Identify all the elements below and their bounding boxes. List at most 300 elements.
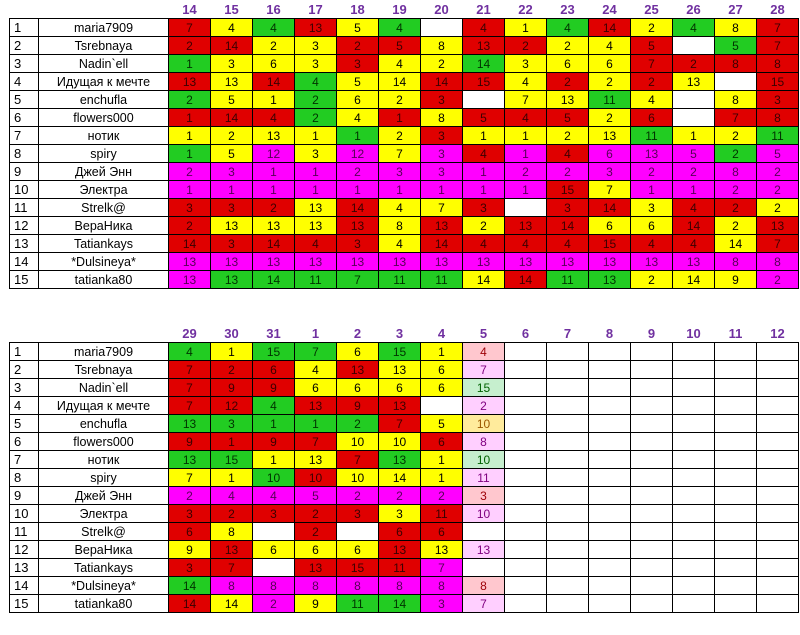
score-cell: 8 [421, 109, 463, 127]
participant-name: Электра [39, 505, 169, 523]
score-cell: 4 [673, 19, 715, 37]
score-cell: 3 [589, 163, 631, 181]
day-header: 2 [353, 325, 362, 341]
day-header: 17 [308, 1, 323, 17]
empty-cell [673, 505, 715, 523]
score-cell: 13 [673, 73, 715, 91]
score-cell [421, 19, 463, 37]
score-cell: 14 [169, 235, 211, 253]
empty-cell [673, 595, 715, 613]
score-cell: 6 [589, 55, 631, 73]
score-cell: 4 [379, 19, 421, 37]
score-cell: 11 [421, 505, 463, 523]
participant-name: Tatiankays [39, 559, 169, 577]
score-cell: 11 [757, 127, 799, 145]
empty-cell [673, 487, 715, 505]
score-cell: 7 [421, 199, 463, 217]
score-cell: 1 [169, 181, 211, 199]
empty-cell [505, 361, 547, 379]
table-row [10, 199, 799, 217]
empty-cell [589, 523, 631, 541]
row-number: 12 [10, 541, 39, 559]
score-cell: 6 [631, 217, 673, 235]
day-header: 23 [560, 1, 575, 17]
score-cell: 2 [379, 91, 421, 109]
row-number: 13 [10, 235, 39, 253]
score-cell: 2 [715, 199, 757, 217]
score-cell: 7 [337, 271, 379, 289]
empty-cell [631, 397, 673, 415]
score-cell: 13 [379, 451, 421, 469]
table-row [10, 127, 799, 145]
score-cell: 6 [589, 217, 631, 235]
score-cell: 13 [211, 541, 253, 559]
day-header: 7 [563, 325, 572, 341]
score-cell: 8 [211, 577, 253, 595]
score-cell: 14 [211, 595, 253, 613]
score-cell: 13 [211, 271, 253, 289]
score-cell: 7 [379, 415, 421, 433]
participant-name: Идущая к мечте [39, 73, 169, 91]
score-cell [463, 523, 505, 541]
participant-name: enchufla [39, 91, 169, 109]
empty-cell [505, 505, 547, 523]
score-cell: 4 [589, 37, 631, 55]
score-cell: 4 [463, 235, 505, 253]
score-cell: 4 [379, 235, 421, 253]
table-row [10, 577, 799, 595]
score-cell: 2 [547, 127, 589, 145]
score-cell: 7 [757, 37, 799, 55]
score-cell: 1 [505, 145, 547, 163]
empty-cell [757, 379, 799, 397]
score-cell: 4 [673, 235, 715, 253]
empty-cell [715, 379, 757, 397]
score-cell: 1 [253, 181, 295, 199]
participant-name: Электра [39, 181, 169, 199]
empty-cell [673, 415, 715, 433]
table-row [10, 37, 799, 55]
empty-cell [589, 541, 631, 559]
table-row [10, 253, 799, 271]
score-cell: 2 [631, 19, 673, 37]
score-cell: 4 [547, 235, 589, 253]
table-row [10, 595, 799, 613]
empty-cell [505, 595, 547, 613]
score-cell: 2 [757, 199, 799, 217]
header-blank-index [10, 325, 39, 343]
score-cell: 4 [505, 73, 547, 91]
empty-cell [547, 433, 589, 451]
table-row [10, 433, 799, 451]
empty-cell [631, 379, 673, 397]
score-cell: 2 [169, 163, 211, 181]
score-cell: 11 [463, 469, 505, 487]
score-cell: 13 [253, 253, 295, 271]
score-cell: 8 [757, 55, 799, 73]
score-cell: 13 [757, 217, 799, 235]
empty-cell [715, 559, 757, 577]
score-cell: 3 [757, 91, 799, 109]
empty-cell [547, 397, 589, 415]
score-cell: 1 [253, 451, 295, 469]
score-cell: 4 [463, 19, 505, 37]
score-cell: 14 [379, 73, 421, 91]
empty-cell [715, 541, 757, 559]
score-cell: 13 [547, 91, 589, 109]
score-cell: 8 [421, 577, 463, 595]
score-cell: 2 [547, 163, 589, 181]
day-header: 14 [182, 1, 197, 17]
row-number: 12 [10, 217, 39, 235]
score-cell: 4 [547, 19, 589, 37]
empty-cell [631, 541, 673, 559]
score-cell: 2 [295, 109, 337, 127]
day-header: 12 [770, 325, 785, 341]
score-cell: 13 [463, 37, 505, 55]
score-cell: 4 [211, 19, 253, 37]
score-cell: 1 [505, 127, 547, 145]
score-cell: 7 [169, 397, 211, 415]
empty-cell [547, 361, 589, 379]
score-cell: 1 [253, 163, 295, 181]
score-cell: 3 [337, 55, 379, 73]
empty-cell [631, 469, 673, 487]
participant-name: spiry [39, 469, 169, 487]
score-cell: 3 [421, 595, 463, 613]
score-cell: 10 [295, 469, 337, 487]
score-cell: 13 [295, 253, 337, 271]
empty-cell [757, 469, 799, 487]
table-row [10, 451, 799, 469]
score-cell: 5 [715, 37, 757, 55]
day-header: 16 [266, 1, 281, 17]
empty-cell [505, 541, 547, 559]
empty-cell [757, 433, 799, 451]
score-cell: 5 [463, 109, 505, 127]
score-cell [253, 559, 295, 577]
empty-cell [757, 523, 799, 541]
score-cell: 6 [421, 361, 463, 379]
score-cell: 13 [295, 19, 337, 37]
score-cell: 2 [715, 217, 757, 235]
day-header: 4 [437, 325, 446, 341]
empty-cell [631, 595, 673, 613]
empty-cell [715, 397, 757, 415]
table-row [10, 361, 799, 379]
empty-cell [589, 343, 631, 361]
header-blank-name [39, 1, 169, 19]
score-cell [337, 523, 379, 541]
score-cell: 2 [379, 487, 421, 505]
day-header: 1 [311, 325, 320, 341]
score-cell: 1 [379, 181, 421, 199]
score-cell: 3 [211, 199, 253, 217]
score-cell [463, 559, 505, 577]
score-cell: 14 [715, 235, 757, 253]
score-cell: 13 [421, 253, 463, 271]
score-cell: 5 [337, 19, 379, 37]
score-cell: 5 [421, 415, 463, 433]
score-cell [673, 37, 715, 55]
score-cell: 3 [337, 235, 379, 253]
score-cell: 2 [757, 271, 799, 289]
empty-cell [547, 523, 589, 541]
row-number: 11 [10, 523, 39, 541]
score-cell: 1 [169, 145, 211, 163]
empty-cell [757, 577, 799, 595]
score-cell: 13 [295, 217, 337, 235]
score-cell: 13 [169, 271, 211, 289]
participant-name: maria7909 [39, 19, 169, 37]
table-row [10, 523, 799, 541]
row-number: 6 [10, 109, 39, 127]
ranking-table-bottom [9, 325, 799, 613]
empty-cell [757, 397, 799, 415]
score-cell: 4 [463, 145, 505, 163]
score-cell: 3 [169, 199, 211, 217]
empty-cell [547, 415, 589, 433]
score-cell: 13 [295, 397, 337, 415]
score-cell: 14 [253, 73, 295, 91]
day-header: 11 [728, 325, 743, 341]
score-cell: 6 [631, 109, 673, 127]
day-header: 6 [521, 325, 530, 341]
score-cell: 11 [379, 559, 421, 577]
participant-name: Strelk@ [39, 199, 169, 217]
score-cell: 9 [295, 595, 337, 613]
score-cell: 12 [253, 145, 295, 163]
empty-cell [505, 397, 547, 415]
score-cell: 3 [379, 505, 421, 523]
score-cell: 5 [757, 145, 799, 163]
score-cell: 9 [211, 379, 253, 397]
score-cell: 14 [547, 217, 589, 235]
score-cell: 8 [757, 109, 799, 127]
score-cell: 2 [757, 163, 799, 181]
score-cell: 13 [169, 73, 211, 91]
score-cell: 11 [295, 271, 337, 289]
score-cell: 10 [463, 451, 505, 469]
score-cell: 14 [211, 109, 253, 127]
score-cell: 3 [211, 235, 253, 253]
score-cell: 1 [337, 181, 379, 199]
empty-cell [757, 505, 799, 523]
day-header: 27 [728, 1, 743, 17]
score-cell: 6 [421, 523, 463, 541]
score-cell: 4 [505, 235, 547, 253]
score-cell: 10 [379, 433, 421, 451]
score-cell: 7 [757, 19, 799, 37]
score-cell: 2 [295, 505, 337, 523]
score-cell: 6 [253, 361, 295, 379]
score-cell: 4 [463, 343, 505, 361]
table-row [10, 145, 799, 163]
score-cell: 6 [589, 145, 631, 163]
score-cell: 3 [547, 199, 589, 217]
empty-cell [715, 505, 757, 523]
table-row [10, 343, 799, 361]
score-cell: 2 [505, 37, 547, 55]
empty-cell [631, 577, 673, 595]
row-number: 1 [10, 343, 39, 361]
empty-cell [631, 361, 673, 379]
empty-cell [673, 577, 715, 595]
participant-name: flowers000 [39, 433, 169, 451]
score-cell: 1 [505, 181, 547, 199]
score-cell: 14 [379, 469, 421, 487]
score-cell: 6 [421, 433, 463, 451]
score-cell: 6 [295, 541, 337, 559]
table-row [10, 19, 799, 37]
score-cell: 7 [169, 469, 211, 487]
score-cell: 13 [337, 217, 379, 235]
score-cell: 2 [211, 361, 253, 379]
score-cell: 13 [631, 145, 673, 163]
score-cell: 10 [337, 469, 379, 487]
score-cell: 13 [169, 415, 211, 433]
empty-cell [505, 523, 547, 541]
score-cell: 7 [505, 91, 547, 109]
score-cell: 3 [505, 55, 547, 73]
score-cell: 9 [169, 541, 211, 559]
participant-name: Nadin`ell [39, 55, 169, 73]
score-cell: 1 [295, 127, 337, 145]
score-cell: 2 [673, 163, 715, 181]
score-cell: 14 [589, 19, 631, 37]
participant-name: нотик [39, 451, 169, 469]
score-cell: 2 [715, 145, 757, 163]
empty-cell [547, 487, 589, 505]
score-cell: 2 [337, 487, 379, 505]
score-cell: 11 [631, 127, 673, 145]
score-cell: 7 [169, 379, 211, 397]
score-cell [673, 91, 715, 109]
score-cell: 2 [505, 163, 547, 181]
score-cell: 14 [337, 199, 379, 217]
score-cell: 13 [211, 217, 253, 235]
day-header: 22 [518, 1, 533, 17]
score-cell: 15 [463, 379, 505, 397]
row-number: 3 [10, 379, 39, 397]
score-cell [253, 523, 295, 541]
score-cell: 10 [463, 415, 505, 433]
empty-cell [631, 451, 673, 469]
score-cell: 13 [379, 397, 421, 415]
score-cell: 5 [379, 37, 421, 55]
score-cell: 1 [379, 109, 421, 127]
table-row [10, 109, 799, 127]
score-cell: 13 [589, 271, 631, 289]
participant-name: Tsrebnaya [39, 37, 169, 55]
score-cell: 1 [463, 163, 505, 181]
empty-cell [757, 451, 799, 469]
score-cell: 1 [673, 181, 715, 199]
score-cell: 4 [211, 487, 253, 505]
score-cell: 5 [547, 109, 589, 127]
score-cell: 8 [337, 577, 379, 595]
empty-cell [589, 379, 631, 397]
score-cell: 2 [463, 217, 505, 235]
score-cell: 11 [379, 271, 421, 289]
table-row [10, 73, 799, 91]
score-cell: 2 [421, 487, 463, 505]
score-cell: 1 [211, 469, 253, 487]
score-cell: 4 [253, 397, 295, 415]
score-cell: 4 [253, 19, 295, 37]
score-cell: 13 [505, 217, 547, 235]
score-cell: 8 [463, 433, 505, 451]
table-row [10, 235, 799, 253]
score-cell: 2 [547, 73, 589, 91]
day-header: 15 [224, 1, 239, 17]
score-cell: 14 [673, 217, 715, 235]
score-cell: 13 [253, 217, 295, 235]
row-number: 2 [10, 37, 39, 55]
participant-name: spiry [39, 145, 169, 163]
day-header: 9 [647, 325, 656, 341]
score-cell: 10 [253, 469, 295, 487]
day-header: 26 [686, 1, 701, 17]
score-cell: 1 [295, 163, 337, 181]
empty-cell [715, 577, 757, 595]
score-cell: 7 [463, 595, 505, 613]
score-cell: 3 [463, 199, 505, 217]
score-cell: 13 [673, 253, 715, 271]
empty-cell [757, 361, 799, 379]
score-cell: 7 [295, 433, 337, 451]
participant-name: Strelk@ [39, 523, 169, 541]
empty-cell [547, 541, 589, 559]
empty-cell [757, 595, 799, 613]
ranking-body-top [10, 19, 799, 289]
score-cell: 15 [337, 559, 379, 577]
score-cell: 1 [421, 181, 463, 199]
score-cell: 2 [253, 595, 295, 613]
empty-cell [589, 487, 631, 505]
day-header: 3 [395, 325, 404, 341]
participant-name: Nadin`ell [39, 379, 169, 397]
score-cell [673, 109, 715, 127]
score-cell: 8 [757, 253, 799, 271]
empty-cell [505, 433, 547, 451]
score-cell: 2 [211, 505, 253, 523]
participant-name: Джей Энн [39, 487, 169, 505]
score-cell: 9 [253, 433, 295, 451]
empty-cell [589, 451, 631, 469]
score-cell: 13 [379, 361, 421, 379]
header-blank-name [39, 325, 169, 343]
empty-cell [589, 577, 631, 595]
empty-cell [547, 595, 589, 613]
day-header: 18 [350, 1, 365, 17]
day-header: 29 [182, 325, 197, 341]
empty-cell [673, 541, 715, 559]
score-cell: 6 [337, 541, 379, 559]
score-cell: 6 [169, 523, 211, 541]
score-cell: 14 [421, 235, 463, 253]
empty-cell [547, 379, 589, 397]
row-number: 4 [10, 73, 39, 91]
score-cell: 3 [253, 505, 295, 523]
score-cell: 13 [295, 199, 337, 217]
score-cell: 5 [295, 487, 337, 505]
empty-cell [715, 415, 757, 433]
empty-cell [715, 487, 757, 505]
score-cell [421, 397, 463, 415]
score-cell: 3 [631, 199, 673, 217]
score-cell: 13 [379, 253, 421, 271]
